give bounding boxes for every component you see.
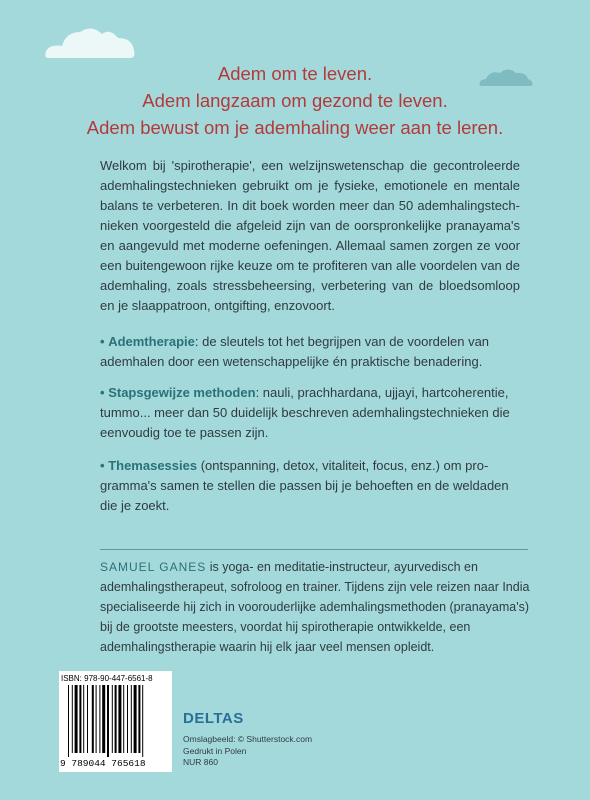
author-name: SAMUEL GANES xyxy=(100,560,207,574)
bullet-themasessies xyxy=(100,456,520,516)
printed-in: Gedrukt in Polen xyxy=(183,745,247,756)
bullet-term: Themasessies xyxy=(108,458,198,473)
isbn-label: ISBN: 978-90-447-6561-8 xyxy=(61,674,153,683)
section-divider xyxy=(100,549,528,550)
barcode xyxy=(59,671,172,772)
intro-paragraph: Welkom bij 'spirotherapie', een welzijnswetenschap die gecontroleerde ademhalingstechnieken gebruikt om je fysieke, emotionele en mentale balans te verbeteren. In dit boek worden meer dan 50 ademhalingstechnieken voorgesteld die afgeleid zijn van de oorspronkelijke pranayama's en aangevuld met moderne oefeningen. Allemaal samen zorgen ze voor een buitengewoon rijke keuze om te profiteren van alle voordelen van de ademhaling, zoals stressbeheersing, verbetering van de bloedsomloop en je slaappatroon, ontgifting, enzovoort. xyxy=(100,158,520,313)
bullet-text: (ontspanning, detox, vitaliteit, focus, enz.) om programma's samen te stellen die passen bij je behoeften en de weldaden die je zoekt. xyxy=(100,458,509,513)
barcode-bars xyxy=(68,685,164,757)
tagline-3: Adem bewust om je ademhaling weer aan te leren. xyxy=(86,117,504,138)
bullet-marker: • xyxy=(100,385,105,400)
tagline-2: Adem langzaam om gezond te leven. xyxy=(142,90,448,111)
publisher-logo: DELTAS xyxy=(183,710,244,727)
tagline-block xyxy=(0,60,590,141)
bullet-term: Stapsgewijze methoden xyxy=(108,385,256,400)
publisher-info xyxy=(183,734,312,769)
nur-code: NUR 860 xyxy=(183,757,218,767)
bullet-term: Ademtherapie xyxy=(108,334,195,349)
bullet-ademtherapie xyxy=(100,332,520,372)
cover-credit: Omslagbeeld: © Shutterstock.com xyxy=(183,734,313,744)
barcode-digits: 9 789044 765618 xyxy=(60,758,146,769)
bullet-text: : nauli, prachhardana, ujjayi, hartcoherentie, tummo... meer dan 50 duidelijk beschreven ademhalingstechnieken die eenvoudig toe te passen zijn. xyxy=(100,385,510,440)
bullet-text: : de sleutels tot het begrijpen van de voordelen van ademhalen door een wetenschappelijke én praktische benadering. xyxy=(100,334,490,369)
author-bio xyxy=(100,557,530,657)
author-bio-text: is yoga- en meditatie-instructeur, ayurvedisch en ademhalingstherapeut, sofroloog en trainer. Tijdens zijn vele reizen naar India specialiseerde hij zich in voorouderlijke ademhalingsmethoden (pranayama's) bij de grootste meesters, voordat hij spirotherapie ontwikkelde, een ademhalingstherapie waarin hij elk jaar veel mensen opleidt. xyxy=(100,560,530,654)
cloud-left-icon xyxy=(40,18,140,62)
bullet-marker: • xyxy=(100,334,105,349)
tagline-1: Adem om te leven. xyxy=(217,63,373,84)
bullet-stapsgewijze-methoden xyxy=(100,383,520,443)
bullet-marker: • xyxy=(100,458,105,473)
